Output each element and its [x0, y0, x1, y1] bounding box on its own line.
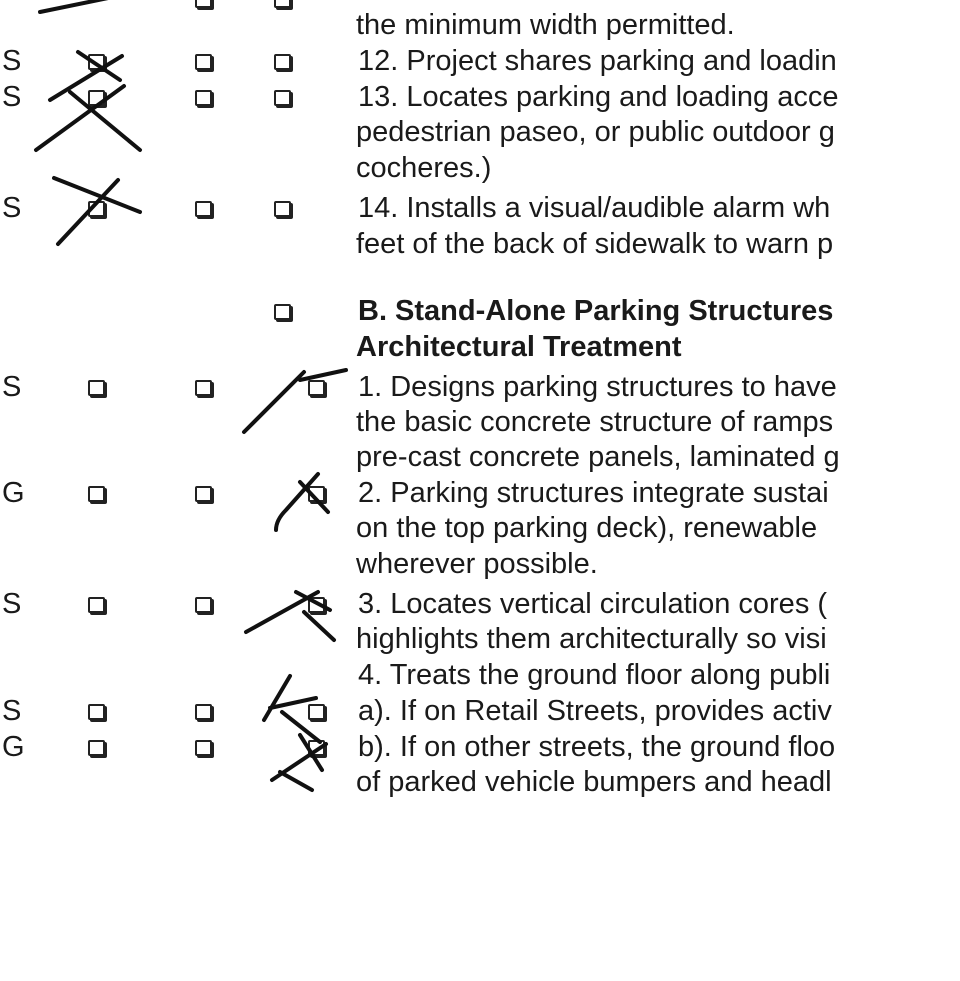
text-line: of parked vehicle bumpers and headl [356, 766, 832, 798]
text-line: b). If on other streets, the ground floo [358, 731, 836, 763]
handwritten-x-icon [50, 52, 122, 100]
row-code: S [2, 371, 22, 403]
checkbox-icon[interactable] [195, 90, 212, 106]
row-code: S [2, 45, 22, 77]
checkbox-icon[interactable] [195, 704, 212, 720]
checkbox-icon[interactable] [195, 597, 212, 613]
handwritten-x-icon [276, 474, 328, 530]
text-line: 14. Installs a visual/audible alarm wh [358, 192, 831, 224]
section-b-title: B. Stand-Alone Parking Structures [358, 295, 834, 327]
row-code: G [2, 477, 25, 509]
text-line: the basic concrete structure of ramps [356, 406, 834, 438]
checkbox-icon[interactable] [274, 54, 291, 70]
checkbox-icon[interactable] [195, 740, 212, 756]
checkbox-icon[interactable] [308, 740, 325, 756]
checkbox-icon[interactable] [88, 54, 105, 70]
text-line: pedestrian paseo, or public outdoor g [356, 116, 835, 148]
checkbox-icon[interactable] [308, 380, 325, 396]
text-line: 1. Designs parking structures to have [358, 371, 837, 403]
text-line: 2. Parking structures integrate sustai [358, 477, 829, 509]
checkbox-icon[interactable] [195, 486, 212, 502]
handwritten-x-icon [40, 0, 118, 12]
checkbox-icon[interactable] [88, 380, 105, 396]
text-line: highlights them architecturally so visi [356, 623, 827, 655]
checkbox-icon[interactable] [88, 201, 105, 217]
section-b-subtitle: Architectural Treatment [356, 331, 682, 363]
checkbox-icon[interactable] [88, 90, 105, 106]
checkbox-icon[interactable] [195, 54, 212, 70]
row-code: S [2, 81, 22, 113]
text-line: on the top parking deck), renewable [356, 512, 818, 544]
checkbox-icon[interactable] [308, 704, 325, 720]
handwritten-x-icon [244, 370, 346, 432]
checkbox-icon[interactable] [195, 0, 212, 8]
checkbox-icon[interactable] [274, 201, 291, 217]
row-code: S [2, 192, 22, 224]
text-line: a). If on Retail Streets, provides activ [358, 695, 832, 727]
row-code: S [2, 588, 22, 620]
checkbox-icon[interactable] [274, 90, 291, 106]
checkbox-icon[interactable] [274, 304, 291, 320]
checkbox-icon[interactable] [274, 0, 291, 8]
checkbox-icon[interactable] [195, 201, 212, 217]
text-line: wherever possible. [356, 548, 598, 580]
checkbox-icon[interactable] [308, 486, 325, 502]
checkbox-icon[interactable] [88, 486, 105, 502]
checkbox-icon[interactable] [195, 380, 212, 396]
text-line: 13. Locates parking and loading acce [358, 81, 839, 113]
text-line: 12. Project shares parking and loadin [358, 45, 837, 77]
checkbox-icon[interactable] [88, 597, 105, 613]
text-line: feet of the back of sidewalk to warn p [356, 228, 834, 260]
text-line: cocheres.) [356, 152, 492, 184]
checkbox-icon[interactable] [88, 704, 105, 720]
text-line: 4. Treats the ground floor along publi [358, 659, 831, 691]
row-code: S [2, 695, 22, 727]
text-line: pre-cast concrete panels, laminated g [356, 441, 840, 473]
text-line: the minimum width permitted. [356, 9, 735, 41]
checkbox-icon[interactable] [308, 597, 325, 613]
text-line: 3. Locates vertical circulation cores ( [358, 588, 828, 620]
checkbox-icon[interactable] [88, 740, 105, 756]
row-code: G [2, 731, 25, 763]
